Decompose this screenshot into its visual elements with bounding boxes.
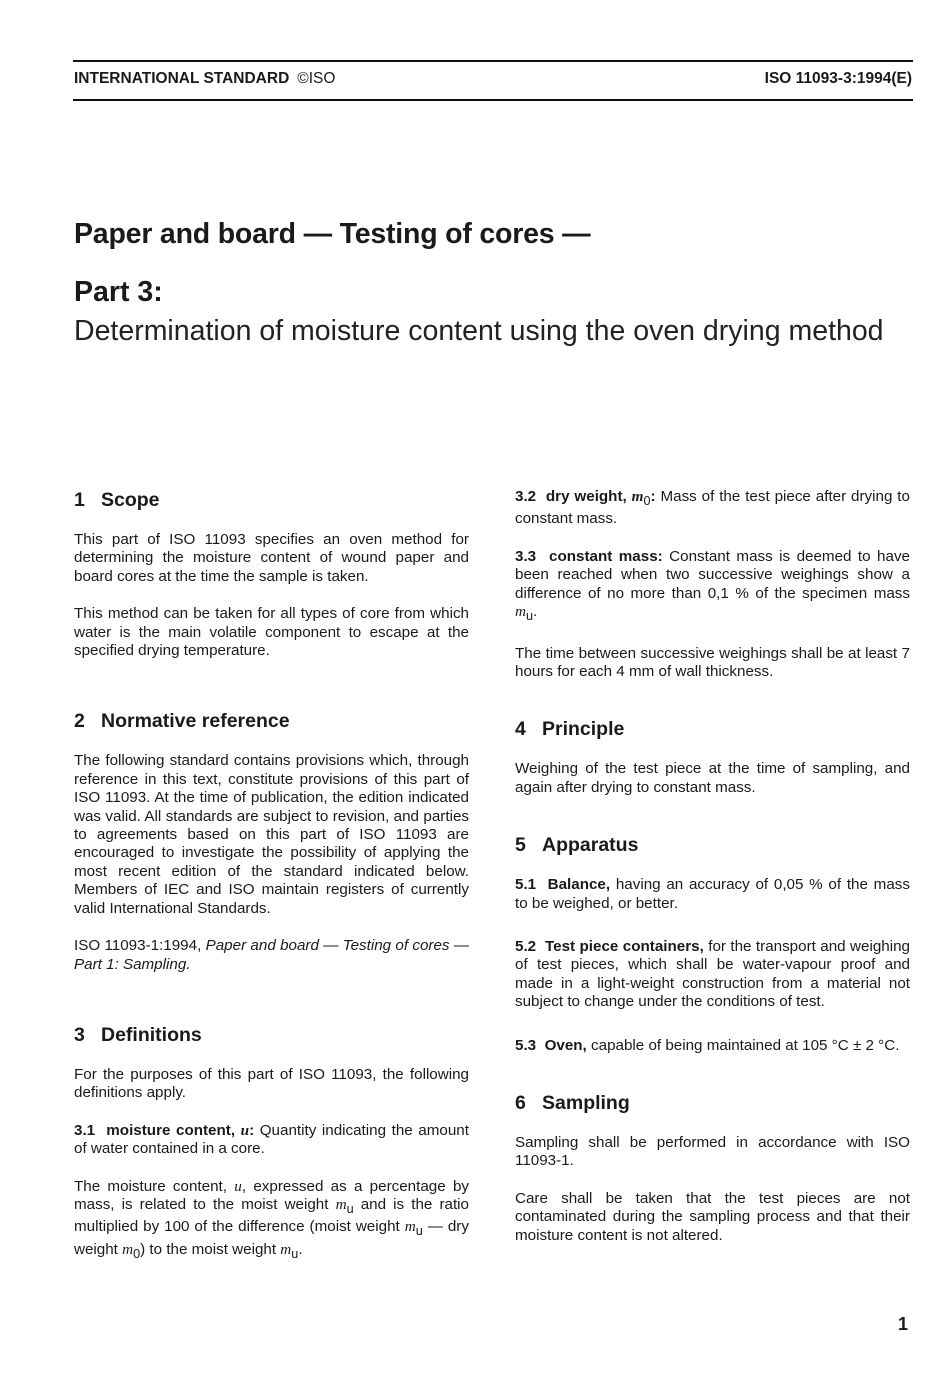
subscript-u: u — [525, 609, 534, 624]
page-number: 1 — [898, 1314, 909, 1334]
clause-number: 5.2 — [515, 937, 537, 955]
subscript-u: u — [346, 1201, 354, 1216]
normative-paragraph: The following standard contains provisions which, through reference in this text, constitute provisions of this part of ISO 11093. At the time of publication, the edition indicated was valid. All standards are subject to revision, and parties to agreements based on this part of ISO 11093 are encouraged to investigate the possibility of applying the most recent edition of the standard indicated below. Members of IEC and ISO maintain registers of currently valid International Standards. — [74, 752, 469, 917]
note-text: , expressed as a percentage by mass, is related to the moist weight — [74, 1177, 469, 1213]
period: . — [533, 603, 538, 621]
sampling-paragraph-2: Care shall be taken that the test pieces are not contaminated during the sampling process and that their moisture content is not altered. — [515, 1189, 910, 1244]
normative-heading — [74, 709, 469, 733]
apparatus-term: Test piece containers, — [544, 937, 704, 955]
header-copyright: ©ISO — [297, 70, 336, 87]
sampling-heading — [515, 1091, 910, 1115]
reference-code: ISO 11093-1:1994, — [74, 937, 202, 955]
normative-reference-entry — [74, 937, 469, 974]
note-text: ) to the moist weight — [140, 1240, 277, 1258]
defined-term: moisture content, — [106, 1121, 236, 1139]
sampling-paragraph-1: Sampling shall be performed in accordance with ISO 11093-1. — [515, 1133, 910, 1170]
symbol-m: m — [515, 603, 526, 621]
definition-text: Quantity indicating the amount of water contained in a core. — [74, 1121, 469, 1158]
reference-title: Paper and board — Testing of cores — Part 1: Sampling. — [74, 937, 469, 973]
definition-3-3 — [515, 548, 910, 626]
note-text: — dry weight — [74, 1218, 469, 1258]
defined-term: dry weight, — [545, 488, 627, 505]
subscript-0: 0 — [643, 494, 651, 509]
clause-number: 3.3 — [515, 547, 537, 565]
apparatus-text: capable of being maintained at 105 °C ± 2 °C. — [591, 1036, 900, 1054]
symbol-m: m — [122, 1240, 134, 1258]
symbol-m: m — [404, 1218, 416, 1236]
clause-number: 3.1 — [74, 1121, 96, 1139]
definition-text: Constant mass is deemed to have been reached when two successive weighings show a difference of no more than 0,1 % of the specimen mass — [515, 547, 910, 602]
symbol-u: u — [234, 1177, 242, 1195]
definition-text: Mass of the test piece after drying to constant mass. — [515, 488, 910, 528]
section-title: Apparatus — [542, 834, 639, 857]
apparatus-heading — [515, 833, 910, 857]
section-title: Scope — [101, 489, 160, 511]
period: . — [298, 1240, 303, 1258]
definitions-heading — [74, 1023, 469, 1047]
section-number: 3 — [74, 1023, 85, 1046]
subscript-0: 0 — [133, 1246, 141, 1261]
header-rule-bottom — [73, 99, 913, 101]
document-subtitle: Determination of moisture content using the oven drying method — [74, 315, 884, 347]
symbol-u: u — [240, 1121, 250, 1139]
apparatus-term: Balance, — [547, 876, 611, 894]
section-number: 4 — [515, 718, 526, 741]
header-left — [74, 70, 335, 88]
definition-3-1: 3.1 moisture content, u: Quantity indicating the amount of water contained in a core. — [74, 1121, 469, 1158]
document-title: Paper and board — Testing of cores — — [74, 218, 591, 250]
principle-paragraph: Weighing of the test piece at the time of sampling, and again after drying to constant mass. — [515, 760, 910, 796]
document-part: Part 3: — [74, 276, 163, 308]
section-title: Normative reference — [101, 710, 290, 733]
apparatus-5-2 — [515, 938, 910, 1012]
header-rule-top — [73, 60, 913, 62]
right-column — [515, 488, 910, 1245]
symbol-m: m — [631, 488, 644, 505]
section-number: 2 — [74, 710, 85, 733]
header-doc-number: ISO 11093-3:1994(E) — [764, 70, 912, 87]
header-standard-label: INTERNATIONAL STANDARD — [74, 70, 290, 87]
subscript-u: u — [415, 1224, 423, 1239]
subscript-u: u — [291, 1246, 299, 1261]
apparatus-5-3 — [515, 1037, 910, 1055]
definition-3-3-note: The time between successive weighings shall be at least 7 hours for each 4 mm of wall thickness. — [515, 644, 910, 680]
section-number: 1 — [74, 489, 85, 511]
definition-3-2: 3.2 dry weight, $m_0$: Mass of the test piece after drying to constant mass. — [515, 488, 910, 528]
apparatus-term: Oven, — [544, 1036, 587, 1054]
symbol-m: m — [280, 1240, 292, 1258]
apparatus-5-1 — [515, 876, 910, 913]
section-number: 5 — [515, 834, 526, 857]
symbol-m: m — [335, 1195, 347, 1213]
note-text: The moisture content, — [74, 1177, 227, 1195]
scope-heading — [74, 488, 469, 512]
apparatus-text: for the transport and weighing of test pieces, which shall be water-vapour proof and made in a light-weight construction from a material not subject to change under the conditions of test. — [515, 937, 910, 1011]
section-title: Principle — [542, 718, 625, 741]
section-number: 6 — [515, 1091, 526, 1114]
definitions-intro: For the purposes of this part of ISO 11093, the following definitions apply. — [74, 1065, 469, 1102]
clause-number: 5.3 — [515, 1036, 537, 1054]
clause-number: 5.1 — [515, 876, 537, 894]
scope-paragraph-1: This part of ISO 11093 specifies an oven method for determining the moisture content of wound paper and board cores at the time the sample is taken. — [74, 531, 469, 585]
scope-paragraph-2: This method can be taken for all types of core from which water is the main volatile component to escape at the specified drying temperature. — [74, 605, 469, 660]
principle-heading — [515, 717, 910, 741]
left-column — [74, 488, 469, 1263]
definition-3-1-note — [74, 1178, 469, 1264]
section-title: Definitions — [101, 1023, 202, 1046]
apparatus-text: having an accuracy of 0,05 % of the mass to be weighed, or better. — [515, 876, 910, 912]
defined-term: constant mass: — [549, 547, 663, 565]
note-text: and is the ratio multiplied by 100 of the difference (moist weight — [74, 1195, 469, 1236]
section-title: Sampling — [542, 1091, 630, 1114]
clause-number: 3.2 — [515, 488, 537, 505]
